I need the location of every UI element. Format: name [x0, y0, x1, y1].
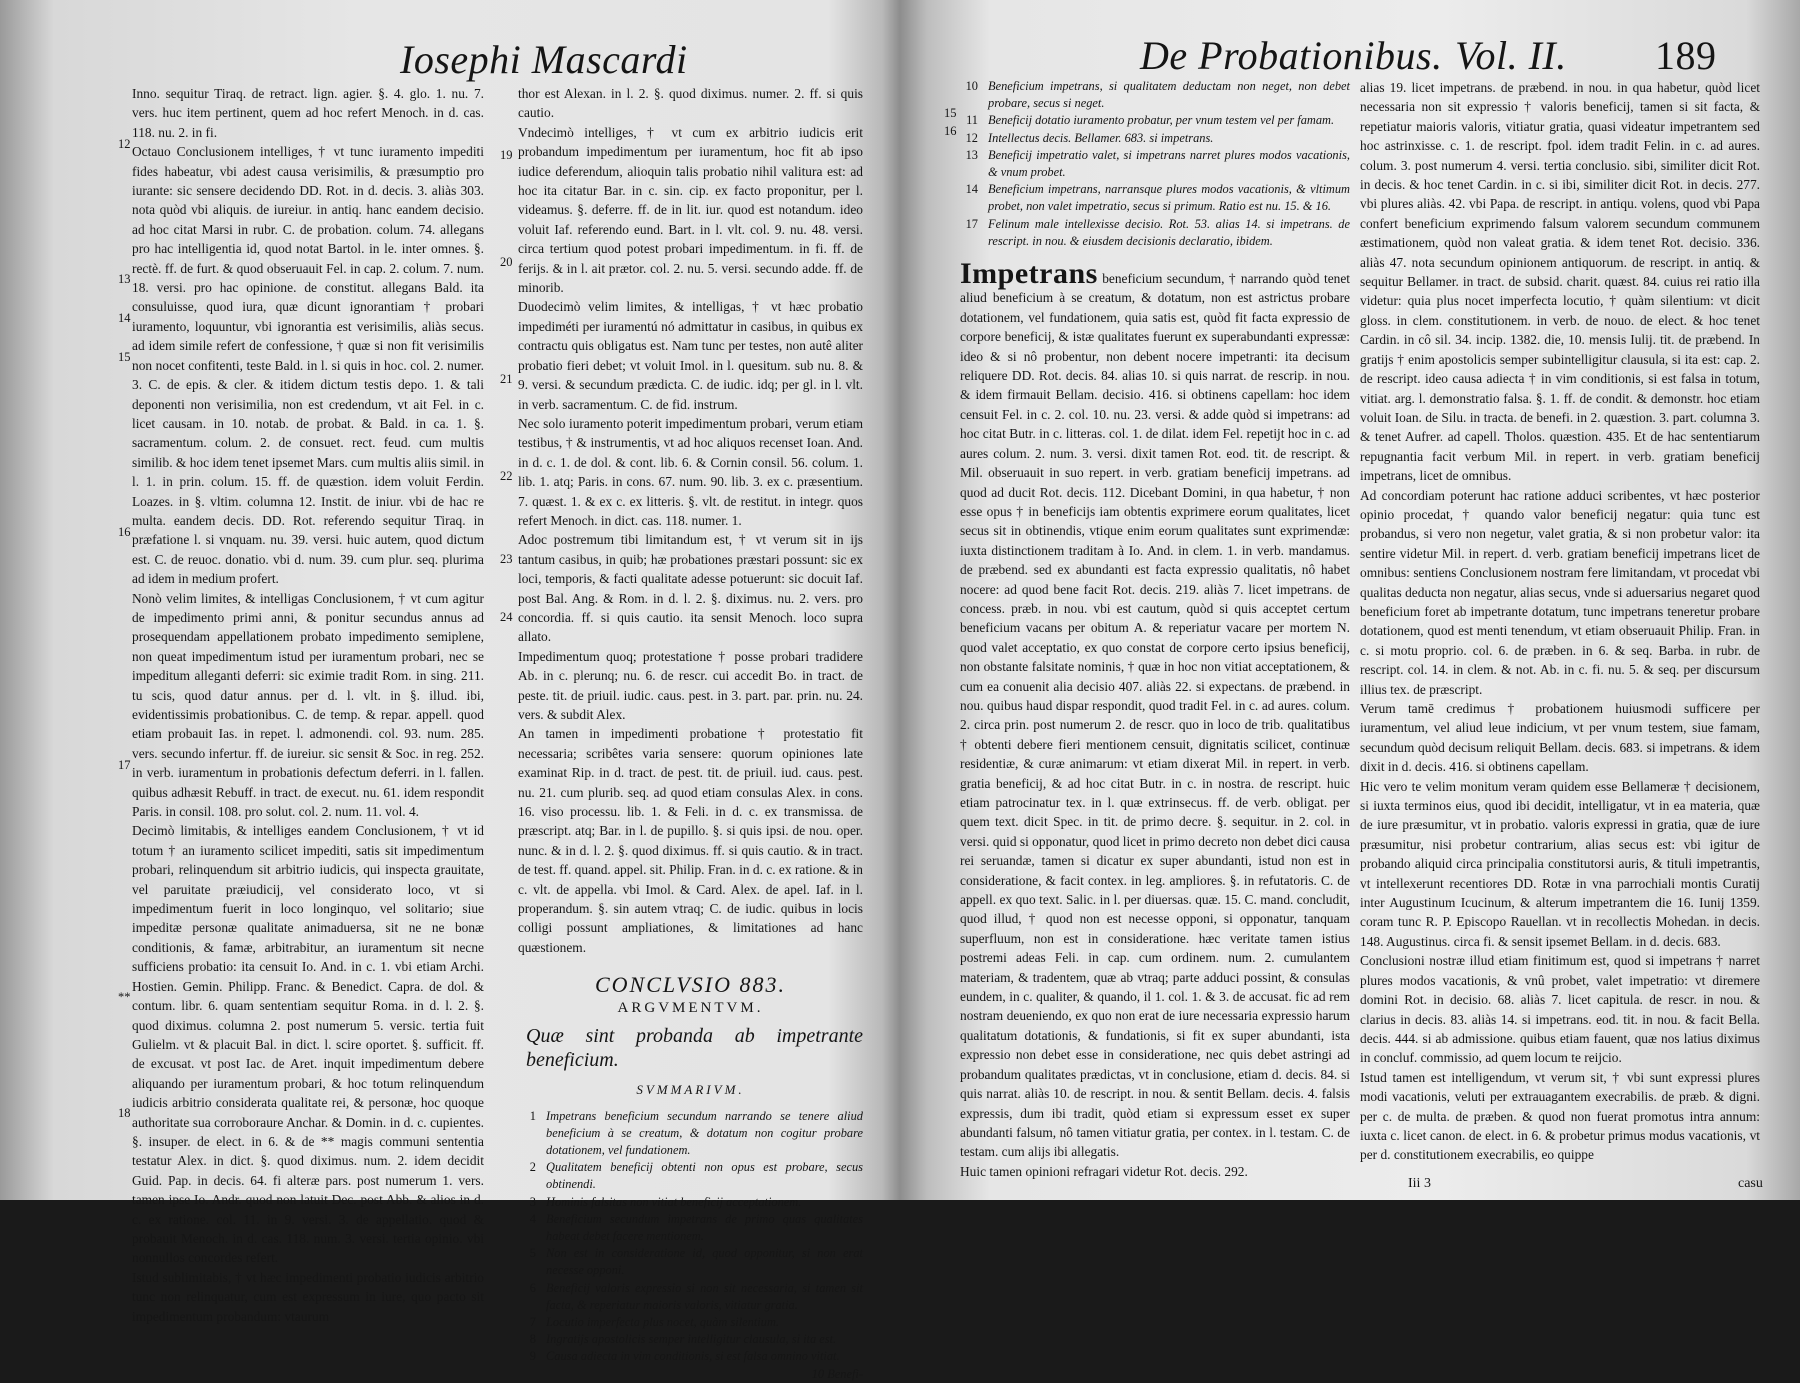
- catchword: casu: [1738, 1176, 1763, 1191]
- margin-number: 16: [944, 124, 957, 138]
- margin-number: 15: [118, 350, 131, 364]
- margin-number: 20: [500, 255, 513, 269]
- paragraph: Nec solo iuramento poterit impedimentum probari, verum etiam testibus, † & instrumentis, vt ad hoc aliquos recenset Ioan. And. in d. c. 1. de dol. & cont. lib. 6. & Cornin consil. 56. colum. 1. lib. 1. atq; Paris. in cons. 67. num. 90. lib. 3. ex c. præsentium. 7. quæst. 1. & ex c. ex litteris. §. vlt. de restitut. in integr. quos refert Menoch. in dict. cas. 118. numer. 1.: [518, 415, 863, 528]
- summary-list: [518, 1108, 863, 1383]
- margin-number: 19: [500, 148, 513, 162]
- summary-item: 17 Felinum male intellexisse decisio. Rot. 53. alias 14. si impetrans. de rescript. in nou. & eiusdem decisionis declaratio, ibidem.: [965, 216, 1350, 248]
- margin-number: 17: [118, 758, 131, 772]
- conclusion-subtitle: Quæ sint probanda ab impetrante beneficium.: [526, 1025, 863, 1072]
- paragraph: Impedimentum quoq; protestatione † posse probari tradidere Ab. in c. plerunq; nu. 6. de rescr. cui accedit Bo. in tract. de peste. tit. de priuil. iudic. caus. pest. in 3. part. par. prin. nu. 24. vers. & subdit Alex.: [518, 648, 863, 722]
- margin-number: 21: [500, 372, 513, 386]
- volume-label: Vol. II.: [1455, 33, 1567, 78]
- paragraph: Duodecimò velim limites, & intelligas, † vt hæc probatio impediméti per iuramentú nó admittatur in casibus, in quibus ex contractu quis obligatus est. Nam tunc per testes, non autê aliter probatio fieri debet; vt voluit Imol. in l. quesitum. sub nu. 8. & 9. versi. & secundum prædicta. C. de iudic. idq; per gl. in l. vlt. in verb. sacramentum. C. de fid. instrum.: [518, 299, 863, 412]
- paragraph: Hic vero te velim monitum veram quidem esse Bellameræ † decisionem, si iuxta terminos eius, quod ibi decidit, intelligatur, vt in ea materia, quæ de iure præsumitur, vt in probatio. valoris expressi in gratia, quæ de iure præsumitur, nisi probetur contrarium, alias secus est: vbi igitur de probando aliquid circa principalia constitutorsi auris, & tituli impetrantis, vt intellexerunt recentiores DD. Rotæ in vna parrochiali montis Curatij inter Augustinum Icucinum, & alterum impetrantem die 16. Iunij 1359. coram tunc R. P. Episcopo Rauellan. vt in recollectis Mohedan. in decis. 148. Augustinus. circa fi. & sensit ipsemet Bellam. in d. decis. 683.: [1360, 778, 1760, 949]
- paragraph: Impetrans beneficium secundum, † narrando quòd tenet aliud beneficium à se creatum, & dotatum, non est astrictus probare dotationem, vel fundationem, quia satis est, quòd fit facta expressio de corpore beneficij, & istæ qualitates fuerunt ex superabundanti expressæ: ideo & si nô probentur, non debent nocere impetranti: ita decisum reliquere DD. Rot. decis. 84. alias 10. si quis narrat. de rescrip. in nou. & idem firmauit Bellam. decisio. 416. si obtinens capellam: hoc idem censuit Fel. in c. 2. col. 10. nu. 23. versi. & adde quòd si impetrans: ad hoc citat Butr. in c. litteras. col. 1. de dilat. idem Fel. repetijt hoc in c. ad aures colum. 2. num. 3. versi. dixit tamen Rot. eod. tit. de rescript. & Mil. obseruauit in suo repert. in verb. gratiam beneficij impetrans. ad quod ad ducit Rot. decis. 112. Dicebant Domini, in qua habetur, † non esse opus † in beneficijs iam obtentis exprimere eorum qualitates, licet secus sit in obtinendis, vtique enim eorum qualitates sunt exprimendæ: iuxta distinctionem traditam à Io. And. in clem. 1. in verb. mandamus. de præbend. sed ex abundanti est facta expressio qualitatis, nô habet nocere: ad quod bene facit Rot. decis. 219. aliàs 7. licet impetrans. de concess. præb. in nou. vbi est cautum, quòd si quis acceptet certum beneficium vacans per obitum A. & reperiatur vacare per mortem N. quod valet acceptatio, ex quo constat de corpore certo ipsius beneficij, non obstante falsitate nominis, † quæ in hoc non vitiat acceptationem, & cum ea conuenit alia decisio 407. aliàs 22. si expectans. de præbend. in nou. quibus haud dispar respondit, quod tradit Fel. in c. ad aures. colum. 2. circa prin. post numerum 2. de rescr. quo in loco de trib. qualitatibus † obtenti debere fieri mentionem censuit, dignitatis scilicet, continuæ residentiæ, & curæ animarum: vt etiam dixerat Mil. in repert. in verb. gratia beneficij, & ad hoc citat Butr. in c. in nostra. de rescript. huic etiam patrocinatur tex. in l. quæ extrinsecus. ff. de verb. obligat. per quem text. dicit Spec. in tit. de primo decre. §. sequitur. in 2. col. in versi. quid si opponatur, quod licet in primo decreto non debet dici causa rei seruandæ, tamen si dicatur ex super abundanti, istud non est in consideratione, & facit contex. in leg. ampliores. §. in refutatoris. C. de appell. ex quo text. Salic. in l. per diuersas. quæ. 15. C. mand. concludit, quod illud, † quod non est necesse opponi, si opponatur, tanquam superfluum, non est in consideratione. hæc veritate tamen istius postremi adeas Feli. in cap. cum ordinem. num. 2. cumulantem materiam, & tradentem, quæ ab vtraq; parte adduci possint, & consulas eundem, in c. qualiter, & quando, il 1. col. 1. & 3. de accusat. fic ad rem nostram deueniendo, ex quo non erat de iure necessaria expressio harum qualitatum dotationis, & fundationis, si fit ex super abundanti, ista expressio non debet esse in consideratione, nec quis debet astringi ad probandum qualitates prædictas, vt in conclusione, etiam d. decis. 84. si quis narrat. aliàs 10. de rescript. in nou. & sentit Bellam. decis. 4. falsis expressis, dum ibi tradit, quòd etiam si expressum esset ex super abundanti falsum, nô tamen vitiatur gratia, per contex. in l. testam. C. de testam. cum alijs ibi allegatis.: [960, 257, 1350, 1160]
- right-column-a: [960, 78, 1350, 1188]
- margin-number: 14: [118, 311, 131, 325]
- margin-number: 13: [118, 272, 131, 286]
- summary-list-continued: [960, 78, 1350, 250]
- paragraph: Verum tamē credimus † probationem huiusmodi sufficere per iuramentum, vel aliud leue indicium, vt per vnum testem, siue famam, secundum quòd decisum reliquit Bellam. decis. 683. si impetrans. & idem dixit in d. decis. 416. si obtinens capellam.: [1360, 701, 1760, 775]
- summary-item: 9 Causa adiecta in vim conditionis, si est falsa omnino vitiat.: [529, 1349, 840, 1364]
- margin-number: 24: [500, 610, 513, 624]
- left-column-b: [518, 84, 863, 1381]
- summary-item: 4 Beneficium secundum impetrans de primo quas qualitates habeat debet facere mentionem.: [529, 1211, 863, 1243]
- summary-item: 3 Hominis falsitas non vitiat beneficij acceptationem.: [529, 1194, 802, 1209]
- right-running-title: De Probationibus.: [1140, 33, 1443, 78]
- margin-number: 16: [118, 525, 131, 539]
- paragraph: Octauo Conclusionem intelliges, † vt tunc iuramento impediti fides habeatur, vbi adest causa verisimilis, & præsumptio pro iurante: sic sensere decidendo DD. Rot. in d. decis. 3. aliàs 303. nota quòd vbi aliquis. de iureiur. in antiq. hanc eandem decisio. ad hoc citat Marsi in rubr. C. de probation. colum. 74. allegans pro hac intelligentia id, quod notat Bartol. in le. inter omnes. §. rectè. ff. de furt. & quod obseruauit Fel. in cap. 2. colum. 7. num. 18. versi. pro hac opinione. de constitut. allegans Bald. ita consuluisse, quod iura, quæ dicunt ignorantiam † probari iuramento, loquuntur, vbi ignorantia est verisimilis, aliàs secus. ad idem simile refert de confessione, † quæ si non fit verisimilis non nocet confitenti, teste Bald. in l. si quis in hoc. col. 2. numer. 3. C. de epis. & cler. & itidem dictum testis depo. 1. & tali deponenti non verisimilia, non est credendum, vt ait Fel. in c. licet causam. in 10. notab. de probat. & Bald. in ca. 1. §. sacramentum. colum. 2. de consuet. rect. feud. cum multis similib. & hoc idem tenet ipsemet Mars. cum multis aliis simil. in l. 1. in prin. colum. 15. ff. de quæstion. idem voluit Ferdin. Loazes. in §. vltim. columna 12. Instit. de iniur. vbi de hac re multa. eandem decis. DD. Rot. referendo sequitur Tiraq. in præfatione l. si vnquam. nu. 39. versi. huic autem, quod dictum est. C. de reuoc. donatio. vbi d. num. 39. cum plur. seq. plurima ad idem in medium profert.: [132, 144, 484, 587]
- paragraph: Conclusioni nostræ illud etiam finitimum est, quod si impetrans † narret plures modos vacationis, & vnû probet, valet impetratio: vt diremere domini Rot. in decisio. 68. aliàs 7. licet capitula. de rescr. in nou. & clarius in decis. 83. aliàs 14. si impetrans. eod. tit. in nou. & facit Bella. decis. 444. si ab admissione. quibus etiam fauent, quæ nos latius diximus in concluf. commissio, ad quem locum te reijcio.: [1360, 953, 1760, 1066]
- paragraph: Ad concordiam poterunt hac ratione adduci scribentes, vt hæc posterior opinio procedat, † quando valor beneficij negatur: quia tunc est probandus, si vero non negetur, valet gratia, & si non probetur valor: ita sentire videtur Mil. in repert. d. verb. gratiam beneficij impetrans licet de omnibus: sentiens Conclusionem nostram fere limitandam, vt procedat vbi qualitas deducta non negatur, alias secus, vnde si aduersarius negaret quod beneficium foret ab impetrante dotatum, tunc impetrans teneretur probare dotationem, quod est menti tenendum, vt etiam obseruauit Philip. Fran. in c. si motu proprio. col. 6. de præben. in 6. & seq. Barba. in rubr. de rescript. col. 14. in clem. & not. Ab. in c. fi. nu. 5. & seq. per discursum illius tex. de præscript.: [1360, 487, 1760, 697]
- initial-word: Impetrans: [960, 257, 1098, 291]
- paragraph: Adoc postremum tibi limitandum est, † vt verum sit in ijs tantum casibus, in quib; hæ probationes præstari possunt: sic ex loci, temporis, & facti qualitate adesse potuerunt: sic docuit Iaf. post Bal. Ang. & Rom. in d. l. 2. §. diximus. nu. 2. vers. pro concordia. ff. si quis cautio. ita sensit Menoch. loco supra allato.: [518, 532, 863, 645]
- right-page: [900, 0, 1800, 1200]
- paragraph: Nonò velim limites, & intelligas Conclusionem, † vt cum agitur de impedimento primi anni, & ponitur secundus annus ad prosequendam appellationem probato impedimento semiplene, non queat impedimentum istud per iuramentum probari, nec se impeditum alleganti deferri: sic eximie tradit Rom. in sing. 211. tu scis, quod datur annus. per d. l. vlt. in §. illud. ibi, evidentissimis probationibus. C. de temp. & repar. appell. quod etiam probauit Ias. in repet. l. admonendi. col. 93. num. 285. vers. secundo infertur. ff. de iureiur. sic sensit & Soc. in reg. 252. in verb. iuramentum in probationis defectum deferri. in l. fallen. quibus adhæsit Rebuff. in tract. de execut. nu. 61. idem respondit Paris. in consil. 108. pro solut. col. 2. num. 11. vol. 4.: [132, 590, 484, 820]
- summary-item: 13 Beneficij impetratio valet, si impetrans narret plures modos vacationis, & vnum probet.: [965, 147, 1350, 180]
- summary-item: 8 Ingratijs apostolicis semper intelligitur clausula, si ita est.: [529, 1332, 837, 1347]
- margin-number: 12: [118, 137, 131, 151]
- right-column-b: [1360, 78, 1760, 1188]
- paragraph: Vndecimò intelliges, † vt cum ex arbitrio iudicis erit probandum impedimentum per iuramentum, hoc fit ab ipso iudice deferendum, alioquin talis probatio nihil valitura est: ad hoc ita citatur Bar. in c. sin. cip. ex facto proponitur, per l. videamus. §. deferre. ff. de in lit. iur. quod est notandum. ideo voluit Iaf. referendo eund. Bart. in l. vlt. col. 9. nu. 48. versi. circa tertium quod potest probari impedimentum. in fi. ff. de ferijs. & in l. ait prætor. col. 2. nu. 5. versi. secundo adde. ff. de minorib.: [518, 124, 863, 296]
- paragraph: An tamen in impedimenti probatione † protestatio fit necessaria; scribêtes varia sensere: quorum opiniones late examinat Rip. in d. tract. de pest. tit. de priuil. iud. caus. pest. nu. 21. cum plurib. seq. ad quod etiam consulas Alex. in cons. 16. viso processu. lib. 1. & Feli. in d. c. ex transmissa. de præscript. atq; Bar. in l. de pupillo. §. si quis ipsi. de nou. oper. nunc. & in d. l. 2. §. quod diximus. ff. si quis cautio. & in tract. de test. ff. quand. appel. sit. Philip. Fran. in d. c. ex ratione. & in c. vlt. de appella. vbi Imol. & Card. Alex. de apel. Iaf. in l. properandum. §. sin autem vtraq; C. de iudic. quibus in locis colligi possunt ampliationes, & limitationes ad hanc quæstionem.: [518, 726, 863, 955]
- summary-item: 14 Beneficium impetrans, narransque plures modos vacationis, & vltimum probet, non valet impetratio, secus si primum. Ratio est nu. 15. & 16.: [965, 182, 1350, 214]
- summary-item: 2 Qualitatem beneficij obtenti non opus est probare, secus obtinendi.: [529, 1160, 863, 1192]
- paragraph: Huic tamen opinioni refragari videtur Rot. decis. 292.: [960, 1163, 1248, 1179]
- margin-number: 15: [944, 106, 957, 120]
- left-running-title: Iosephi Mascardi: [400, 37, 688, 82]
- left-column-a: [132, 84, 484, 1324]
- signature-mark: Iii 3: [1408, 1176, 1431, 1191]
- left-page: [0, 0, 890, 1381]
- paragraph: Istud tamen est intelligendum, vt verum sit, † vbi sunt expressi plures modi vacationis, veluti per extrauagantem execrabilis. de præb. & digni. per c. de multa. de præben. & quod non fuerat promotus intra annum: iuxta c. licet canon. de elect. in 6. & probetur primus modus vacationis, vt per d. constitutionem execrabilis, eo quippe: [1360, 1069, 1760, 1163]
- catchword: 10 Benefi-: [811, 1366, 863, 1381]
- paragraph: Decimò limitabis, & intelliges eandem Conclusionem, † vt id totum † an iuramento scilicet impediti, satis sit impedimentum probari, relinquendum sit arbitrio iudicis, qui inspecta grauitate, vel paruitate præiudicij, vel considerato loco, vt si impedimentum fuerit in loco longinquo, vel solitario; siue impeditæ personæ qualitate animaduersa, sit ne ne bonæ conditionis, & famæ, arbitrabitur, an iuramentum sit necne sufficiens probatio: ita censuit Io. And. in c. 1. vbi etiam Archi. Hostien. Gemin. Philipp. Franc. & Benedict. Capra. de dol. & contum. libr. 6. quam sententiam sequitur Roma. in d. l. 2. §. quod diximus. columna 2. post numerum 5. versic. tertia fuit Gulielm. vt & placuit Bal. in dict. l. scire oportet. §. sufficit. ff. de excusat. vt post Iac. de Aret. inquit impedimentum debere aliquando per iuramentum probari, & hoc totum relinquendum iudicis arbitrio considerata qualitate rei, & personæ, hoc quoque authoritate sua corroboraure Anchar. & Domin. in d. c. cupientes. §. insuper. de elect. in 6. & de ** magis communi sententia testatur Alex. in dict. §. quod diximus. num. 2. idem decidit Guid. Pap. in decis. 64. fi alteræ pars. post numerum 1. vers. tamen ipse Io. Andr. quod non latuit Dec. post Abb. & alios in d. c. ex ratione. col. 11. in 9. versi. 3. de appellatio. quod & probauit Menoch. in d. cas. 118. num. 3. versi. tertia opinio. vbi nonnullos concordes refert.: [132, 823, 484, 1266]
- paragraph: Istud sublimitabis, † vt hæc impedimenti probatio iudicis arbitrio tunc non relinquatur, cum est expressum in iure, quo pacto sit impedimentum probandum: vtaurum: [132, 1269, 484, 1324]
- summary-item: 6 Beneficij valoris expressio si non sit necessaria, si tamen sit facta, & reperiatur maioris valoris, vitiatur gratia.: [529, 1280, 863, 1312]
- summary-item: 12 Intellectus decis. Bellamer. 683. si impetrans.: [965, 130, 1214, 145]
- summary-item: 11 Beneficij dotatio iuramento probatur, per vnum testem vel per famam.: [966, 113, 1335, 128]
- margin-number: **: [118, 990, 131, 1004]
- page-number: 189: [1655, 33, 1717, 78]
- paragraph: alias 19. licet impetrans. de præbend. in nou. in qua habetur, quòd licet necessaria non sit expressio † valoris beneficij, tamen si sit facta, & repetiatur maioris valoris, vitiatur gratia, quasi videatur impetrantem sed hoc astrinxisse. c. 1. de rescript. fpol. idem tradit Felin. in c. ad aures. colum. 3. post numerum 4. versi. tertia conclusio. sibi, similiter dicit Rot. in decis. & hoc tenet Cardin. in c. si ibi, similiter dicit Rot. in decis. 277. vbi plures aliàs. 42. vbi Papa. de rescript. in antiqu. volens, quod vbi Papa confert beneficium exprimendo falsum valorem secundum communem æstimationem, quòd non valeat gratia. & idem tenet Rot. decisio. 336. aliàs 47. nota secundum opinionem antiquorum. de rescript. in antiq. & sequitur Bellamer. in tract. de subsid. charit. quæst. 84. cuius rei ratio illa videtur: quia plus nocet imperfecta locutio, † quàm silentium: vt dicit gloss. in clem. constitutionem. in verb. de nouo. de elect. & hoc tenet Cardin. in cô sil. 34. incip. 1382. die, 10. mensis Iulij. tit. de præbend. In gratijs † enim apostolicis semper subintelligitur clausula, si ita est: cap. 2. de rescript. ideo causa adiecta † in vim conditionis, si est falsa in totum, vitiat. arg. l. demonstratio falsa. §. 1. ff. de condit. & demonstr. hoc etiam voluit Ioan. de Silu. in tracta. de benefi. in 2. quæstion. 3. part. columna 3. & tenet Aufrer. ad capell. Tholos. quæstion. 435. Et de hac sententiarum repugnantia facit verbum Mil. in repert. in verb. gratiam beneficij impetrans, licet de omnibus.: [1360, 80, 1760, 484]
- summary-item: 5 Non est in consideratione id, quod opponitur, si non erat necesse opponi.: [529, 1246, 863, 1278]
- summary-item: 10 Beneficium impetrans, si qualitatem deductam non neget, non debet probare, secus si neget.: [965, 79, 1350, 111]
- summary-item: 7 Locutio imperfecta plus nocet, quàm silentium.: [529, 1314, 779, 1329]
- paragraph: thor est Alexan. in l. 2. §. quod diximus. numer. 2. ff. si quis cautio.: [518, 86, 863, 121]
- margin-number: 23: [500, 552, 513, 566]
- summary-item: 1 Impetrans beneficium secundum narrando se tenere aliud beneficium à se creatum, & dotatum non cogitur probare dotationem, vel fundationem.: [529, 1108, 863, 1157]
- conclusion-title: CONCLVSIO 883.: [595, 972, 786, 998]
- margin-number: 18: [118, 1106, 131, 1120]
- margin-number: 22: [500, 469, 513, 483]
- paragraph: Inno. sequitur Tiraq. de retract. lign. agier. §. 4. glo. 1. nu. 7. vers. huc item pertinent, quem ad hoc refert Menoch. in d. cas. 118. nu. 2. in fi.: [132, 86, 484, 140]
- argument-heading: ARGVMENTVM.: [617, 999, 764, 1016]
- summary-heading: SVMMARIVM.: [636, 1082, 745, 1098]
